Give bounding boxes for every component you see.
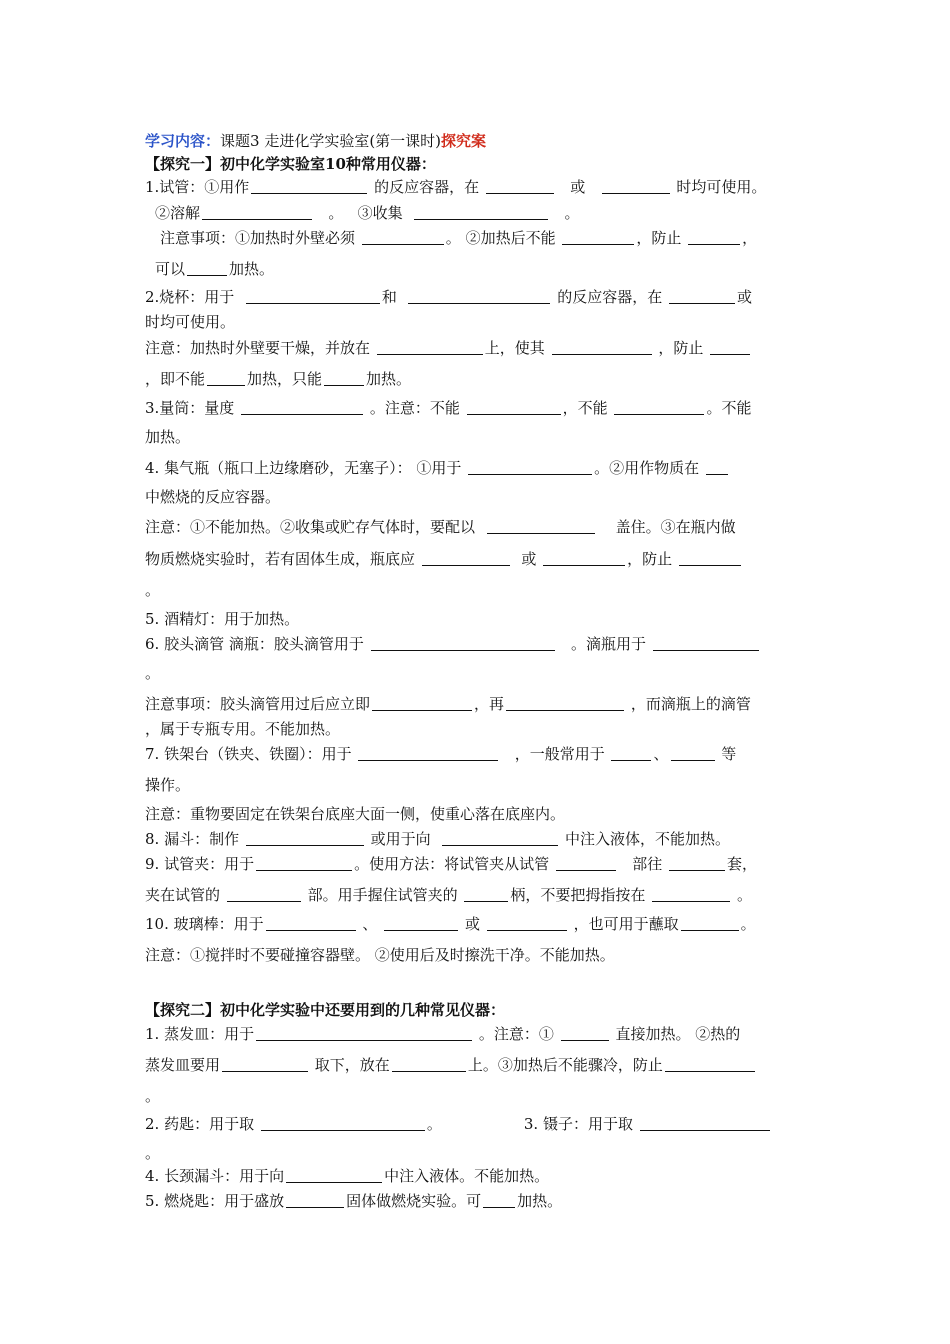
answer-blank[interactable] — [556, 869, 616, 871]
answer-blank[interactable] — [710, 353, 750, 355]
answer-blank[interactable] — [384, 929, 458, 931]
answer-blank[interactable] — [665, 1070, 755, 1072]
p1-line-26 — [145, 882, 825, 908]
answer-blank[interactable] — [227, 900, 301, 902]
answer-blank[interactable] — [561, 1039, 609, 1041]
answer-blank[interactable] — [442, 844, 558, 846]
p1-line-18: 。 — [145, 664, 161, 682]
p2-line-6 — [145, 1163, 825, 1189]
answer-blank[interactable] — [422, 564, 510, 566]
text: 3.量筒：量度 — [145, 399, 235, 417]
text: 注意事项：胶头滴管用过后应立即 — [145, 695, 371, 713]
answer-blank[interactable] — [464, 900, 508, 902]
text: 固体做燃烧实验。可 — [346, 1192, 482, 1210]
answer-blank[interactable] — [653, 649, 759, 651]
p1-line-25 — [145, 851, 825, 877]
p1-line-5 — [145, 284, 825, 310]
p1-line-14 — [145, 546, 825, 572]
text: 夹在试管的 — [145, 886, 221, 904]
answer-blank[interactable] — [324, 384, 364, 386]
text: 上，使其 — [484, 339, 545, 357]
p1-line-3 — [160, 225, 840, 251]
answer-blank[interactable] — [241, 413, 363, 415]
answer-blank[interactable] — [286, 1181, 382, 1183]
text: 1.试管：①用作 — [145, 178, 250, 196]
answer-blank[interactable] — [552, 353, 652, 355]
text: ，防止 — [658, 339, 704, 357]
text: 5. 燃烧匙：用于盛放 — [145, 1192, 285, 1210]
text: 。 — [564, 204, 580, 222]
text: 。 — [736, 886, 752, 904]
text: 的反应容器，在 — [374, 178, 480, 196]
text: 或 — [521, 550, 537, 568]
text: 。不能 — [706, 399, 752, 417]
answer-blank[interactable] — [371, 649, 555, 651]
answer-blank[interactable] — [207, 384, 245, 386]
text: 和 — [381, 288, 397, 306]
p2-line-4 — [145, 1111, 825, 1137]
p2-line-2 — [145, 1052, 825, 1078]
part1-title: 【探究一】初中化学实验室10种常用仪器： — [145, 155, 436, 173]
answer-blank[interactable] — [256, 1039, 472, 1041]
answer-blank[interactable] — [652, 900, 730, 902]
header-topic: 课题3 走进化学实验室(第一课时) — [220, 132, 442, 150]
p1-line-23: 注意：重物要固定在铁架台底座大面一侧，使重心落在底座内。 — [145, 805, 566, 823]
answer-blank[interactable] — [246, 844, 364, 846]
p1-line-24 — [145, 826, 825, 852]
answer-blank[interactable] — [266, 929, 356, 931]
text: 等 — [721, 745, 737, 763]
text: 中注入液体。不能加热。 — [384, 1167, 550, 1185]
answer-blank[interactable] — [602, 192, 670, 194]
answer-blank[interactable] — [414, 218, 548, 220]
text: 。注意：不能 — [369, 399, 460, 417]
answer-blank[interactable] — [261, 1129, 425, 1131]
p1-line-6: 时均可使用。 — [145, 313, 236, 331]
text: 注意：①不能加热。②收集或贮存气体时，要配以 — [145, 518, 476, 536]
answer-blank[interactable] — [256, 869, 352, 871]
p1-line-28: 注意：①搅拌时不要碰撞容器壁。 ②使用后及时擦洗干净。不能加热。 — [145, 946, 615, 964]
answer-blank[interactable] — [562, 243, 634, 245]
p1-line-27 — [145, 911, 825, 937]
text: 7. 铁架台（铁夹、铁圈）：用于 — [145, 745, 352, 763]
text: 9. 试管夹：用于 — [145, 855, 255, 873]
text: 。滴瓶用于 — [570, 635, 646, 653]
p1-line-19 — [145, 691, 825, 717]
p1-line-7 — [145, 335, 825, 361]
text: ， — [742, 229, 758, 247]
text: 部。用手握住试管夹的 — [307, 886, 458, 904]
p1-line-16: 5. 酒精灯：用于加热。 — [145, 610, 300, 628]
p2-line-7 — [145, 1188, 825, 1214]
text: 8. 漏斗：制作 — [145, 830, 240, 848]
text: 4. 长颈漏斗：用于向 — [145, 1167, 285, 1185]
text: 加热。 — [366, 370, 412, 388]
text: ③收集 — [357, 204, 403, 222]
text: 或用于向 — [370, 830, 431, 848]
text: 4. 集气瓶（瓶口上边缘磨砂，无塞子）： ①用于 — [145, 459, 462, 477]
p1-line-2 — [155, 200, 835, 226]
text: 盖住。③在瓶内做 — [615, 518, 736, 536]
answer-blank[interactable] — [392, 1070, 466, 1072]
answer-blank[interactable] — [487, 929, 567, 931]
answer-blank[interactable] — [706, 473, 728, 475]
text: 加热。 — [517, 1192, 563, 1210]
answer-blank[interactable] — [358, 759, 498, 761]
p1-line-12: 中燃烧的反应容器。 — [145, 488, 281, 506]
answer-blank[interactable] — [251, 192, 367, 194]
answer-blank[interactable] — [408, 302, 550, 304]
text: 上。③加热后不能骤冷，防止 — [467, 1056, 663, 1074]
answer-blank[interactable] — [640, 1129, 770, 1131]
p2-line-3: 。 — [145, 1087, 161, 1105]
text: 时均可使用。 — [676, 178, 767, 196]
answer-blank[interactable] — [614, 413, 704, 415]
text: 。注意：① — [478, 1025, 554, 1043]
text: 、 — [362, 915, 378, 933]
text: 中注入液体，不能加热。 — [565, 830, 731, 848]
text: ，即不能 — [145, 370, 206, 388]
text: ，也可用于蘸取 — [573, 915, 679, 933]
answer-blank[interactable] — [486, 192, 554, 194]
answer-blank[interactable] — [671, 759, 715, 761]
text: 取下，放在 — [314, 1056, 390, 1074]
part2-title: 【探究二】初中化学实验中还要用到的几种常见仪器： — [145, 1001, 506, 1019]
text: 部往 — [632, 855, 663, 873]
text: 或 — [570, 178, 586, 196]
text: 套， — [727, 855, 758, 873]
text: 。 — [328, 204, 344, 222]
text: 。 ②加热后不能 — [445, 229, 556, 247]
answer-blank[interactable] — [187, 274, 227, 276]
header-label: 学习内容： — [145, 132, 221, 150]
answer-blank[interactable] — [679, 564, 741, 566]
answer-blank[interactable] — [669, 869, 725, 871]
p2-line-5: 。 — [145, 1144, 161, 1162]
p1-line-10: 加热。 — [145, 428, 191, 446]
answer-blank[interactable] — [506, 709, 624, 711]
text: ，再 — [474, 695, 505, 713]
p1-line-11 — [145, 455, 825, 481]
text: ，防止 — [627, 550, 673, 568]
answer-blank[interactable] — [377, 353, 483, 355]
text: 。 — [426, 1115, 442, 1133]
p1-line-8 — [145, 366, 825, 392]
answer-blank[interactable] — [286, 1206, 344, 1208]
text: 直接加热。 ②热的 — [615, 1025, 741, 1043]
p1-line-9 — [145, 395, 825, 421]
answer-blank[interactable] — [202, 218, 312, 220]
answer-blank[interactable] — [222, 1070, 308, 1072]
text: 2. 药匙：用于取 — [145, 1115, 255, 1133]
text: 加热。 — [229, 260, 275, 278]
p1-line-20: ，属于专瓶专用。不能加热。 — [145, 720, 341, 738]
text: 。 — [740, 915, 756, 933]
answer-blank[interactable] — [688, 243, 740, 245]
text: ，而滴瓶上的滴管 — [630, 695, 751, 713]
text: ②溶解 — [155, 204, 201, 222]
text: 的反应容器，在 — [557, 288, 663, 306]
answer-blank[interactable] — [467, 413, 561, 415]
answer-blank[interactable] — [246, 302, 380, 304]
text: 3. 镊子：用于取 — [523, 1115, 633, 1133]
text: 加热，只能 — [247, 370, 323, 388]
text: 或 — [464, 915, 480, 933]
text: 10. 玻璃棒：用于 — [145, 915, 264, 933]
answer-blank[interactable] — [611, 759, 651, 761]
text: 1. 蒸发皿：用于 — [145, 1025, 255, 1043]
p1-line-4 — [155, 256, 835, 282]
p1-line-21 — [145, 741, 825, 767]
text: 或 — [737, 288, 753, 306]
p1-line-17 — [145, 631, 825, 657]
text: 物质燃烧实验时，若有固体生成，瓶底应 — [145, 550, 416, 568]
answer-blank[interactable] — [468, 473, 592, 475]
text: 柄，不要把拇指按在 — [510, 886, 646, 904]
p1-line-22: 操作。 — [145, 776, 191, 794]
text: 6. 胶头滴管 滴瓶：胶头滴管用于 — [145, 635, 364, 653]
text: 可以 — [155, 260, 186, 278]
answer-blank[interactable] — [681, 929, 739, 931]
text: 注意事项：①加热时外壁必须 — [160, 229, 356, 247]
text: ，一般常用于 — [514, 745, 605, 763]
answer-blank[interactable] — [543, 564, 625, 566]
text: 注意：加热时外壁要干燥，并放在 — [145, 339, 371, 357]
answer-blank[interactable] — [487, 532, 595, 534]
answer-blank[interactable] — [483, 1206, 515, 1208]
text: 、 — [653, 745, 669, 763]
text: 2.烧杯：用于 — [145, 288, 235, 306]
text: 。使用方法：将试管夹从试管 — [354, 855, 550, 873]
text: ，防止 — [636, 229, 682, 247]
answer-blank[interactable] — [362, 243, 444, 245]
p1-line-15: 。 — [145, 581, 161, 599]
text: 。②用作物质在 — [594, 459, 700, 477]
text: ，不能 — [562, 399, 608, 417]
p2-line-1 — [145, 1021, 825, 1047]
text: 蒸发皿要用 — [145, 1056, 221, 1074]
answer-blank[interactable] — [372, 709, 472, 711]
p1-line-1 — [145, 174, 825, 200]
header-suffix: 探究案 — [441, 132, 487, 150]
answer-blank[interactable] — [669, 302, 735, 304]
p1-line-13 — [145, 514, 825, 540]
